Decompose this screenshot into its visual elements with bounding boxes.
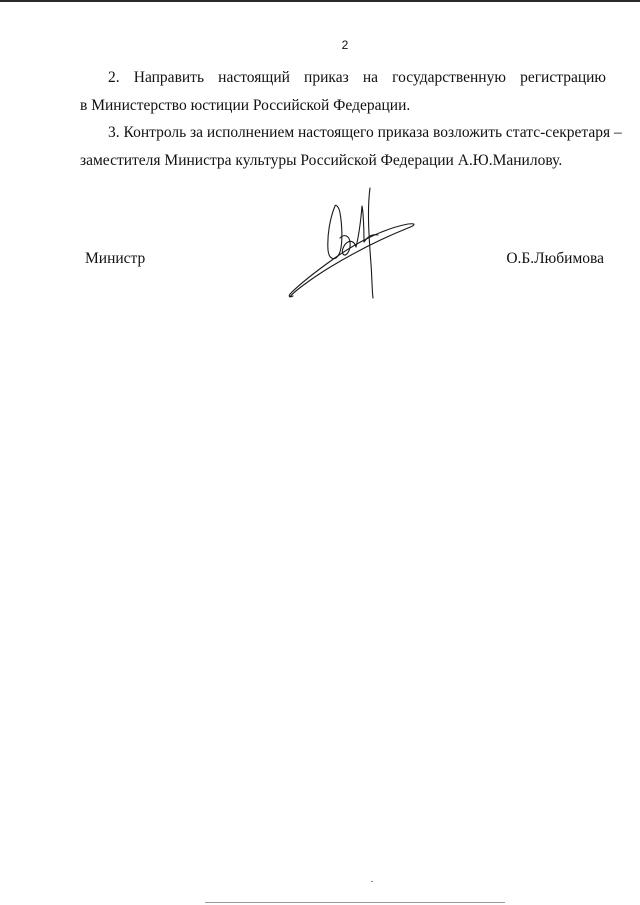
scan-top-border (0, 0, 640, 2)
paragraph-line: 2. Направить настоящий приказ на государственную регистрацию (108, 69, 606, 86)
paragraph-control (80, 119, 622, 175)
paragraph-line: в Министерство юстиции Российской Федерации. (80, 97, 411, 114)
signatory-title: Министр (85, 250, 146, 267)
paragraph-line: 3. Контроль за исполнением настоящего приказа возложить статс-секретаря – (108, 124, 622, 141)
scan-speck (371, 881, 373, 882)
page-number: 2 (341, 38, 349, 52)
handwritten-signature (280, 180, 430, 305)
signature-stroke (328, 205, 342, 258)
signatory-name: О.Б.Любимова (506, 250, 604, 267)
signature-stroke (289, 224, 414, 297)
signature-stroke (368, 188, 373, 298)
paragraph-registration (80, 64, 606, 120)
scan-bottom-border (205, 902, 505, 903)
paragraph-line: заместителя Министра культуры Российской Федерации А.Ю.Манилову. (80, 152, 563, 169)
